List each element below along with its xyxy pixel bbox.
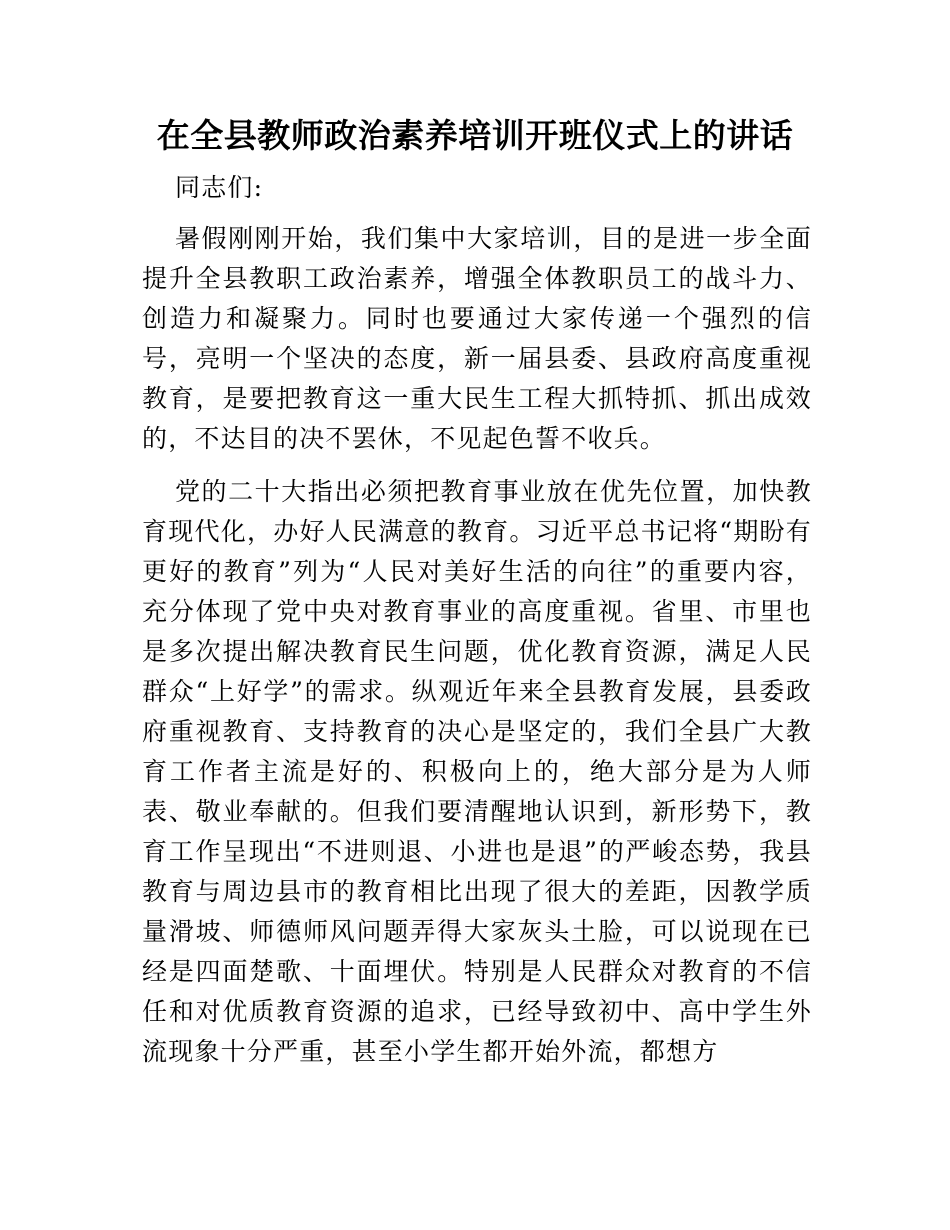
greeting-line: 同志们: xyxy=(175,173,264,202)
document-title: 在全县教师政治素养培训开班仪式上的讲话 xyxy=(156,116,794,155)
body-paragraph-1: 暑假刚刚开始，我们集中大家培训，目的是进一步全面提升全县教职工政治素养，增强全体教职员工的战斗力、创造力和凝聚力。同时也要通过大家传递一个强烈的信号，亮明一个坚决的态度，新一届县委、县政府高度重视教育，是要把教育这一重大民生工程大抓特抓、抓出成效的，不达目的决不罢休，不见起色誓不收兵。 xyxy=(142,224,812,453)
body-paragraph-2: 党的二十大指出必须把教育事业放在优先位置，加快教育现代化，办好人民满意的教育。习近平总书记将“期盼有更好的教育”列为“人民对美好生活的向往”的重要内容，充分体现了党中央对教育事业的高度重视。省里、市里也是多次提出解决教育民生问题，优化教育资源，满足人民群众“上好学”的需求。纵观近年来全县教育发展，县委政府重视教育、支持教育的决心是坚定的，我们全县广大教育工作者主流是好的、积极向上的，绝大部分是为人师表、敬业奉献的。但我们要清醒地认识到，新形势下，教育工作呈现出“不进则退、小进也是退”的严峻态势，我县教育与周边县市的教育相比出现了很大的差距，因教学质量滑坡、师德师风问题弄得大家灰头土脸，可以说现在已经是四面楚歌、十面埋伏。特别是人民群众对教育的不信任和对优质教育资源的追求，已经导致初中、高中学生外流现象十分严重，甚至小学生都开始外流，都想方 xyxy=(142,477,812,1066)
document-body xyxy=(142,168,812,1072)
